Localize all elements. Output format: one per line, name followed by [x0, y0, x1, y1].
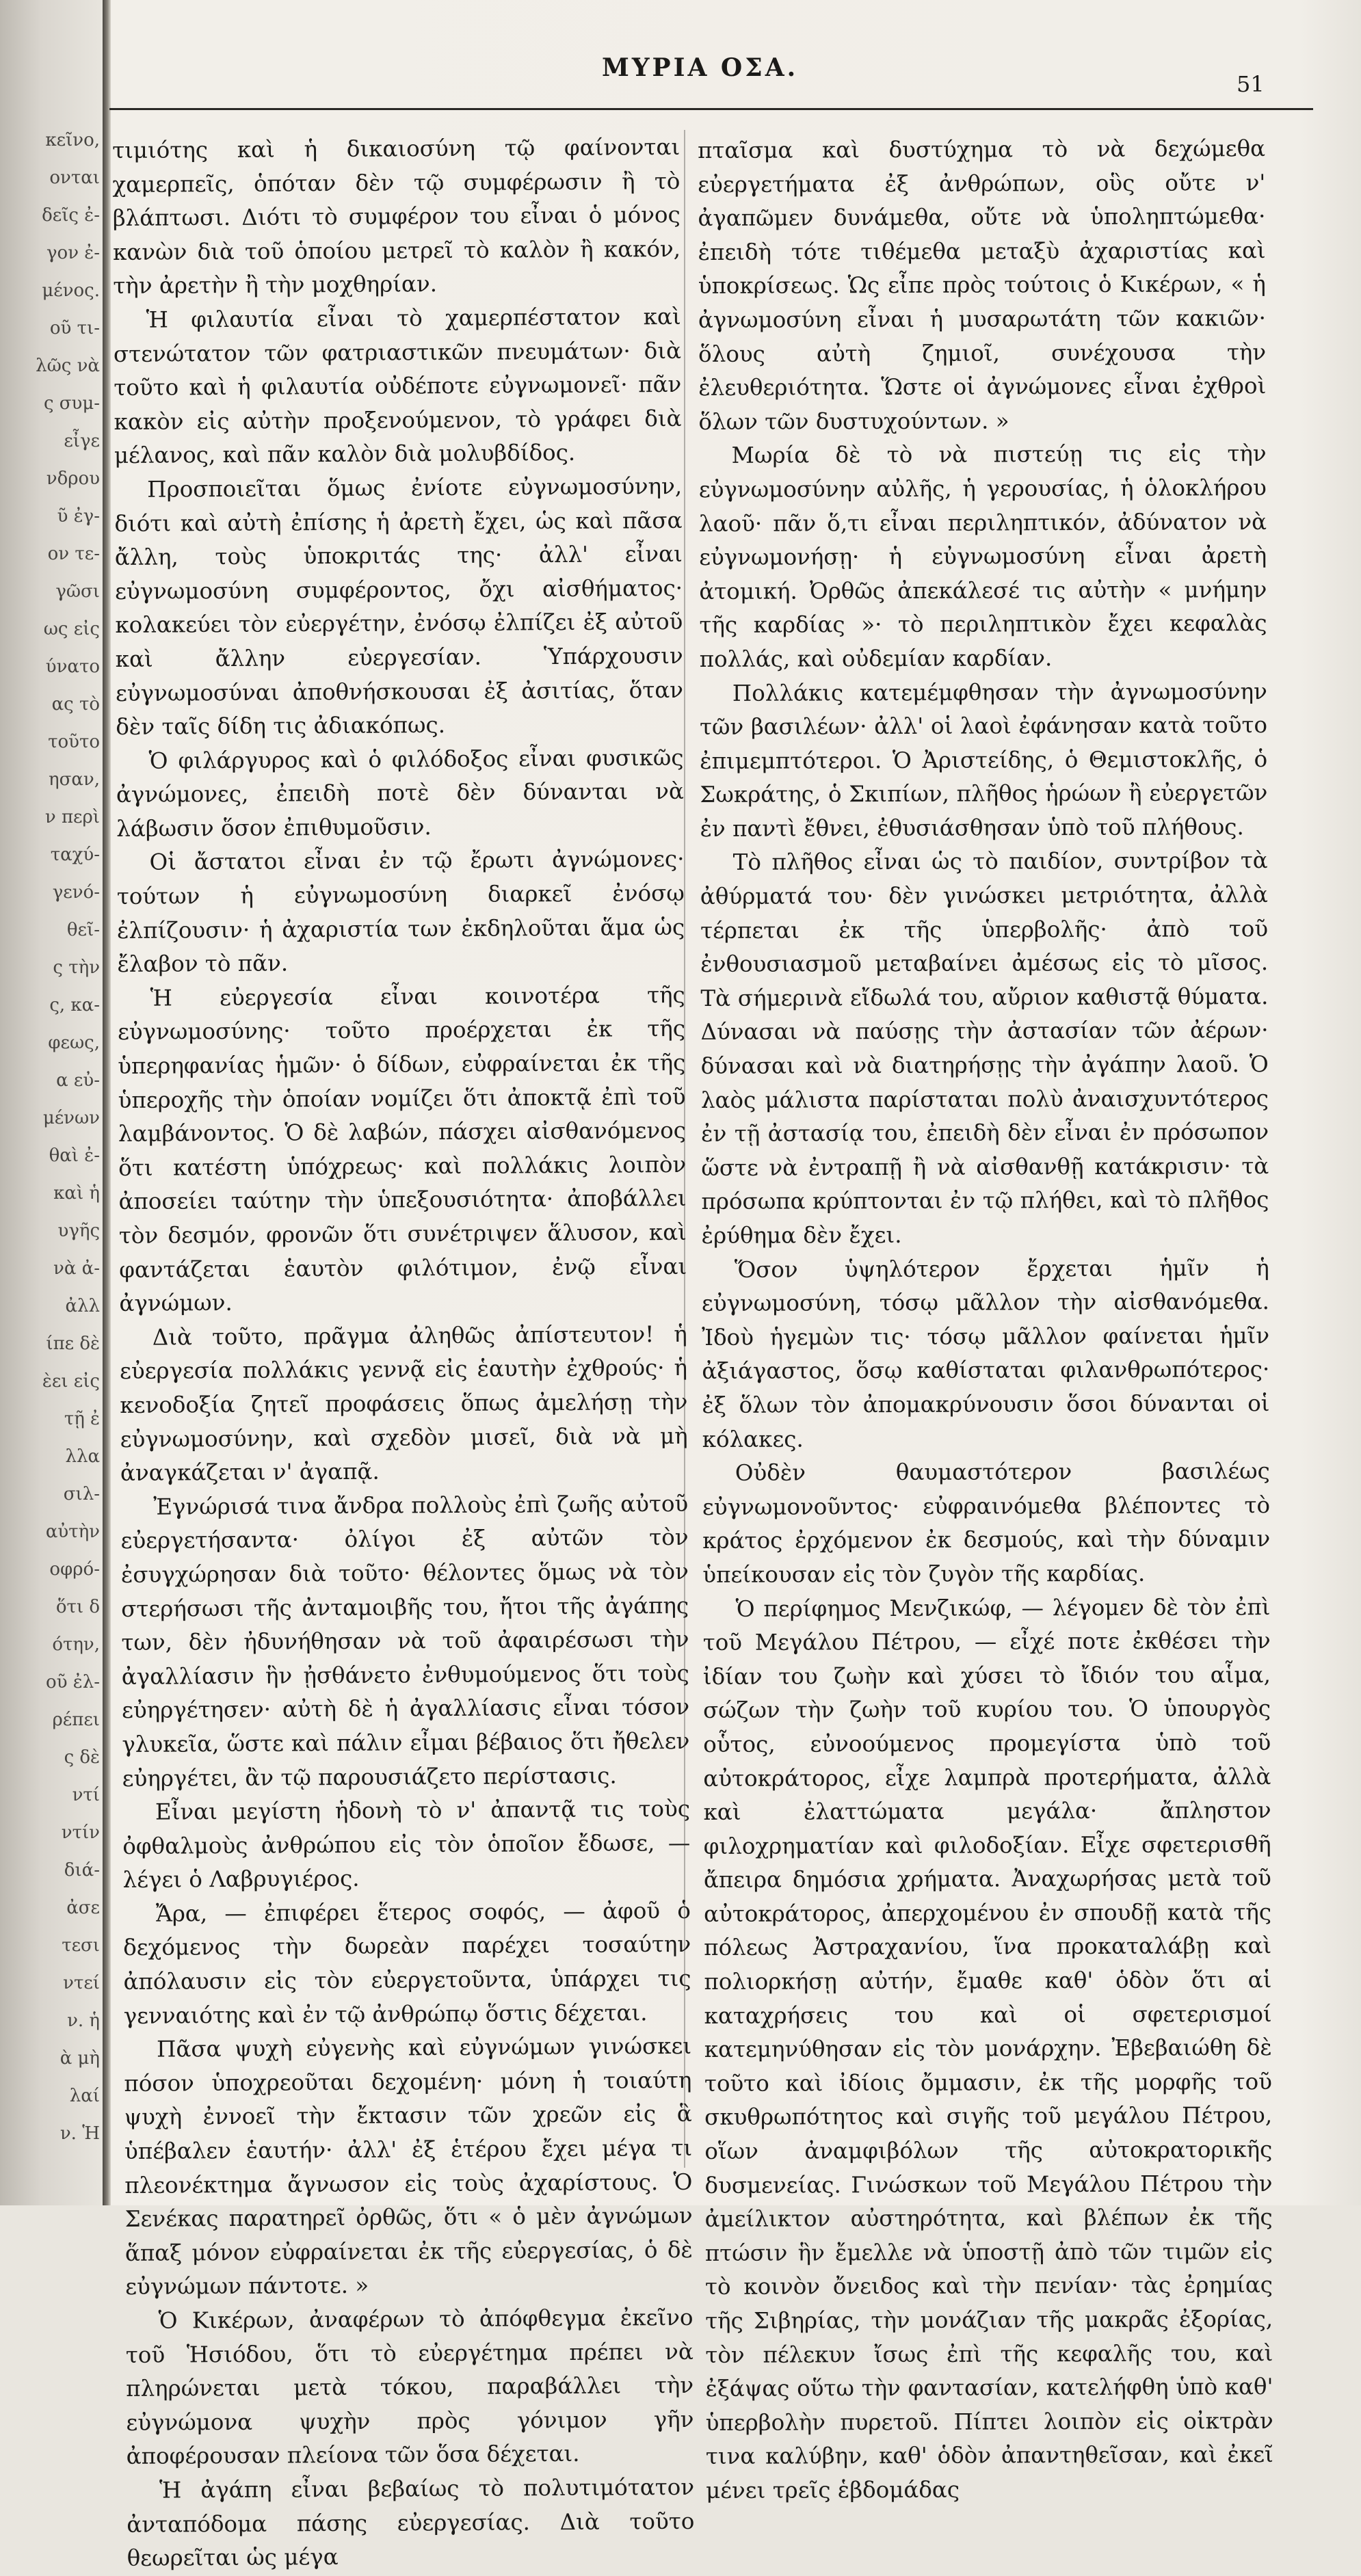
paragraph: Πᾶσα ψυχὴ εὐγενὴς καὶ εὐγνώμων γινώσκει πόσον ὑποχρεοῦται δεχομένη· μόνη ἡ τοιαύτη ψυχὴ ἐννοεῖ τὴν ἔκτασιν τῶν χρεῶν εἰς ἃ ὑπέβαλεν ἑαυτήν· ἀλλ' ἐξ ἑτέρου ἔχει μέγα τι πλεονέκτημα ἄγνωσον εἰς τοὺς ἀχαρίστους. Ὁ Σενέκας παρατηρεῖ ὀρθῶς, ὅτι « ὁ μὲν ἀγνώμων ἅπαξ μόνον εὐφραίνεται ἐκ τῆς εὐεργεσίας, ὁ δὲ εὐγνώμων πάντοτε. »: [124, 2033, 693, 2300]
paragraph: Οἱ ἄστατοι εἶναι ἐν τῷ ἔρωτι ἀγνώμονες· τούτων ἡ εὐγνωμοσύνη διαρκεῖ ἐνόσῳ ἐλπίζουσιν· ἡ ἀχαριστία των ἐκδηλοῦται ἅμα ὡς ἔλαβον τὸ πᾶν.: [116, 846, 685, 978]
paragraph: Προσποιεῖται ὅμως ἐνίοτε εὐγνωμοσύνην, διότι καὶ αὐτὴ ἐπίσης ἡ ἀρετὴ ἔχει, ὡς καὶ πᾶσα ἄλλη, τοὺς ὑποκριτάς της· ἀλλ' εἶναι εὐγνωμοσύνη συμφέροντος, ὄχι αἰσθήματος· κολακεύει τὸν εὐεργέτην, ἐνόσῳ ἐλπίζει ἐξ αὐτοῦ καὶ ἄλλην εὐεργεσίαν. Ὑπάρχουσιν εὐγνωμοσύναι ἀποθνήσκουσαι ἐξ ἀσιτίας, ὅταν δὲν ταῖς δίδη τις ἀδιακόπως.: [114, 473, 684, 741]
paragraph: Ὁ περίφημος Μενζικώφ, — λέγομεν δὲ τὸν ἐπὶ τοῦ Μεγάλου Πέτρου, — εἶχέ ποτε ἐκθέσει τὴν ἰδίαν του ζωὴν καὶ χύσει τὸ ἴδιόν του αἷμα, σώζων τὴν ζωὴν τοῦ κυρίου του. Ὁ ὑπουργὸς οὗτος, εὐνοούμενος προμεγίστα ὑπὸ τοῦ αὐτοκράτορος, εἶχε λαμπρὰ προτερήματα, ἀλλὰ καὶ ἐλαττώματα μεγάλα· ἄπληστον φιλοχρηματίαν καὶ φιλοδοξίαν. Εἶχε σφετερισθῆ ἄπειρα δημόσια χρήματα. Ἀναχωρήσας μετὰ τοῦ αὐτοκράτορος, ἀπερχομένου ἐν σπουδῇ κατὰ τῆς πόλεως Ἀστραχανίου, ἵνα προκαταλάβῃ καὶ πολιορκήσῃ αὐτήν, ἔμαθε καθ' ὁδὸν ὅτι αἱ καταχρήσεις του καὶ οἱ σφετερισμοί κατεμηνύθησαν εἰς τὸν μονάρχην. Ἐβεβαιώθη δὲ τοῦτο καὶ ἰδίοις ὄμμασιν, ἐκ τῆς μορφῆς τοῦ σκυθρωπότητος καὶ σιγῆς τοῦ μεγάλου Πέτρου, οἵων ἀναμφιβόλων τῆς αὐτοκρατορικῆς δυσμενείας. Γινώσκων τοῦ Μεγάλου Πέτρου τὴν ἀμείλικτον αὐστηρότητα, καὶ βλέπων ἐκ τῆς πτώσιν ἣν ἔμελλε νὰ ὑποστῇ ἀπὸ τῶν τιμῶν εἰς τὸ κοινὸν ὄνειδος καὶ τὴν πενίαν· τὰς ἐρημίας τῆς Σιβηρίας, τὴν μονάζιαν τῆς μακρᾶς ἐξορίας, τὸν πέλεκυν ἴσως ἐπὶ τῆς κεφαλῆς του, καὶ ἐξάψας οὕτω τὴν φαντασίαν, κατελήφθη ὑπὸ καθ' ὑπερβολὴν πυρετοῦ. Πίπτει λοιπὸν εἰς οἰκτρὰν τινα καλύβην, καθ' ὁδὸν ἀπαντηθεῖσαν, καὶ ἐκεῖ μένει τρεῖς ἑβδομάδας: [702, 1593, 1273, 2504]
edge-text-fragment: γον ἐ-: [47, 243, 100, 263]
edge-text-fragment: γῶσι: [55, 581, 100, 602]
paragraph: Ὅσον ὑψηλότερον ἔρχεται ἡμῖν ἡ εὐγνωμοσύνη, τόσῳ μᾶλλον τὴν αἰσθανόμεθα. Ἰδοὺ ἡγεμὼν τις· τόσῳ μᾶλλον φαίνεται ἡμῖν ἀξιάγαστος, ὅσῳ καθίσταται φιλανθρωπότερος· ἐξ ὅλων τὸν ἀπομακρύνουσιν ὅσοι δύνανται οἱ κόλακες.: [701, 1254, 1270, 1452]
edge-text-fragment: ὲει εἰς: [42, 1371, 100, 1392]
edge-text-fragment: ν. Ἡ: [60, 2123, 100, 2144]
edge-text-fragment: ντί: [72, 1785, 100, 1805]
edge-text-fragment: καὶ ἡ: [53, 1183, 100, 1204]
edge-text-fragment: ν. ἡ: [67, 2010, 100, 2031]
edge-text-fragment: τοῦτο: [48, 732, 100, 752]
edge-text-fragment: ίπε δὲ: [46, 1333, 100, 1354]
edge-text-fragment: ως εἰς: [43, 619, 100, 639]
edge-text-fragment: νδρου: [46, 468, 100, 489]
edge-text-fragment: ντεί: [63, 1973, 100, 1993]
edge-text-fragment: ησαν,: [49, 769, 100, 790]
edge-text-fragment: εἶγε: [64, 431, 100, 451]
edge-text-fragment: οῦ τι-: [49, 318, 100, 338]
book-gutter: [103, 0, 111, 2205]
edge-text-fragment: ς συμ-: [43, 393, 100, 414]
edge-text-fragment: οφρό-: [49, 1559, 100, 1580]
adjacent-page-edge: [0, 0, 103, 2205]
edge-text-fragment: θαὶ ἐ-: [49, 1145, 100, 1166]
left-column: [112, 131, 695, 2576]
paragraph: Ἡ ἀγάπη εἶναι βεβαίως τὸ πολυτιμότατον ἀνταπόδομα πάσης εὐεργεσίας. Διὰ τοῦτο θεωρεῖται ὡς μέγα: [127, 2473, 695, 2572]
edge-text-fragment: φεως,: [48, 1033, 100, 1053]
edge-text-fragment: ὰ μὴ: [60, 2048, 100, 2069]
running-header-title: ΜΥΡΙΑ ΟΣΑ.: [602, 53, 799, 82]
edge-text-fragment: μένων: [42, 1108, 100, 1128]
edge-text-fragment: θεῖ-: [66, 920, 100, 940]
edge-text-fragment: διά-: [64, 1860, 100, 1881]
right-column: [698, 132, 1273, 2508]
edge-text-fragment: σιλ-: [63, 1484, 100, 1504]
paragraph: Ὁ Κικέρων, ἀναφέρων τὸ ἀπόφθεγμα ἐκεῖνο τοῦ Ἡσιόδου, ὅτι τὸ εὐεργέτημα πρέπει νὰ πληρώνεται μετὰ τόκου, παραβάλλει τὴν εὐγνώμονα ψυχὴν πρὸς γόνιμον γῆν ἀποφέρουσαν πλείονα τῶν ὅσα δέχεται.: [125, 2304, 694, 2470]
page-number: 51: [1237, 71, 1265, 97]
edge-text-fragment: τεσι: [62, 1935, 100, 1956]
paragraph: Μωρία δὲ τὸ νὰ πιστεύῃ τις εἰς τὴν εὐγνωμοσύνην αὐλῆς, ἡ γερουσίας, ἡ ὁλοκλήρου λαοῦ· πᾶν ὅ,τι εἶναι περιληπτικόν, ἀδύνατον νὰ εὐγνωμονήσῃ· ἡ εὐγνωμοσύνη εἶναι ἀρετὴ ἀτομική. Ὀρθῶς ἀπεκάλεσέ τις αὐτὴν « μνήμην τῆς καρδίας »· τὸ περιληπτικὸν ἔχει κεφαλὰς πολλάς, καὶ οὐδεμίαν καρδίαν.: [698, 440, 1267, 672]
edge-text-fragment: ς δὲ: [64, 1747, 100, 1768]
paragraph: Εἶναι μεγίστη ἡδονὴ τὸ ν' ἀπαντᾷ τις τοὺς ὀφθαλμοὺς ἀνθρώπου εἰς τὸν ὁποῖον ἔδωσε, — λέγει ὁ Λαβρυγιέρος.: [122, 1795, 691, 1894]
edge-text-fragment: ταχύ-: [50, 845, 100, 865]
paragraph: Οὐδὲν θαυμαστότερον βασιλέως εὐγνωμονοῦντος· εὐφραινόμεθα βλέποντες τὸ κράτος ἐρχόμενον ἐκ δεσμούς, καὶ τὴν δύναμιν ὑπείκουσαν εἰς τὸν ζυγὸν τῆς καρδίας.: [702, 1458, 1271, 1588]
edge-text-fragment: λλα: [65, 1446, 100, 1467]
paragraph: Διὰ τοῦτο, πρᾶγμα ἀληθῶς ἀπίστευτον! ἡ εὐεργεσία πολλάκις γεννᾷ εἰς ἑαυτὴν ἐχθρούς· ἡ κενοδοξία ζητεῖ προφάσεις ὅπως ἀμελήσῃ τὴν εὐγνωμοσύνην, καὶ σχεδὸν μισεῖ, διὰ νὰ μὴ ἀναγκάζεται ν' ἀγαπᾷ.: [119, 1320, 688, 1487]
edge-text-fragment: ὅτι δ: [55, 1597, 100, 1617]
header-rule: [109, 108, 1313, 110]
edge-text-fragment: ντίν: [61, 1822, 100, 1843]
edge-text-fragment: ον τε-: [47, 544, 100, 564]
paragraph: Ὁ φιλάργυρος καὶ ὁ φιλόδοξος εἶναι φυσικῶς ἀγνώμονες, ἐπειδὴ ποτὲ δὲν δύνανται νὰ λάβωσιν ὅσον ἐπιθυμοῦσιν.: [116, 744, 685, 842]
edge-text-fragment: υγῆς: [57, 1221, 100, 1241]
edge-text-fragment: κεῖνο,: [45, 130, 100, 150]
edge-text-fragment: ύνατο: [45, 656, 100, 677]
edge-text-fragment: ἀσε: [66, 1898, 100, 1918]
edge-text-fragment: ῦ ἐγ-: [57, 506, 100, 527]
paragraph: Ἡ φιλαυτία εἶναι τὸ χαμερπέστατον καὶ στενώτατον τῶν φατριαστικῶν πνευμάτων· διὰ τοῦτο καὶ ἡ φιλαυτία οὐδέποτε εὐγνωμονεῖ· πᾶν κακὸν εἰς αὐτὴν προξενούμενον, τὸ γράφει διὰ μέλανος, καὶ πᾶν καλὸν διὰ μολυβδίδος.: [113, 303, 682, 469]
edge-text-fragment: α εὐ-: [56, 1070, 100, 1091]
paragraph: πταῖσμα καὶ δυστύχημα τὸ νὰ δεχώμεθα εὐεργετήματα ἐξ ἀνθρώπων, οὓς οὔτε ν' ἀγαπῶμεν δυνάμεθα, οὔτε νὰ ὑποληπτώμεθα· ἐπειδὴ τότε τιθέμεθα μεταξὺ ἀχαριστίας καὶ ὑποκρίσεως. Ὡς εἶπε πρὸς τούτοις ὁ Κικέρων, « ἡ ἀγνωμοσύνη εἶναι ἡ μυσαρωτάτη τῶν κακιῶν· ὅλους αὐτὴ ζημιοῖ, συνέχουσα τὴν ἐλευθεριότητα. Ὥστε οἱ ἀγνώμονες εἶναι ἐχθροὶ ὅλων τῶν δυστυχούντων. »: [698, 135, 1267, 435]
edge-text-fragment: λαί: [69, 2086, 100, 2106]
edge-text-fragment: δεῖς ἐ-: [42, 205, 100, 226]
edge-text-fragment: ἀλλ: [65, 1296, 100, 1316]
edge-text-fragment: ότην,: [52, 1634, 100, 1655]
edge-text-fragment: νὰ ἀ-: [53, 1258, 100, 1279]
edge-text-fragment: αὐτὴν: [45, 1522, 100, 1542]
edge-text-fragment: ν περὶ: [44, 807, 100, 827]
edge-text-fragment: ονται: [49, 168, 100, 188]
paragraph: Ἐγνώρισά τινα ἄνδρα πολλοὺς ἐπὶ ζωῆς αὐτοῦ εὐεργετήσαντα· ὀλίγοι ἐξ αὐτῶν τὸν ἐσυγχώρησαν διὰ τοῦτο· θέλοντες ὅμως νὰ τὸν στερήσωσι τῆς ἀνταμοιβῆς του, ἤτοι τῆς ἀγάπης των, δὲν ἠδυνήθησαν νὰ τοῦ ἀφαιρέσωσι τὴν ἀγαλλίασιν ἣν ᾐσθάνετο ἐνθυμούμενος ὅτι τοὺς εὐηργέτησεν· αὐτὴ δὲ ἡ ἀγαλλίασις εἶναι τόσον γλυκεῖα, ὥστε καὶ πάλιν εἶμαι βέβαιος ὅτι ἤθελεν εὐηργέτει, ἂν τῷ παρουσιάζετο περίστασις.: [120, 1490, 690, 1792]
edge-text-fragment: γενό-: [52, 882, 100, 903]
paragraph: Ἡ εὐεργεσία εἶναι κοινοτέρα τῆς εὐγνωμοσύνης· τοῦτο προέρχεται ἐκ τῆς ὑπερηφανίας ἡμῶν· ὁ δίδων, εὐφραίνεται ἐκ τῆς ὑπεροχῆς τὴν ὁποίαν νομίζει ὅτι ἀποκτᾷ ἐπὶ τοῦ λαμβάνοντος. Ὁ δὲ λαβών, πάσχει αἰσθανόμενος ὅτι κατέστη ὑπόχρεως· καὶ πολλάκις λοιπὸν ἀποσείει ταύτην τὴν ὑπεξουσιότητα· ἀποβάλλει τὸν δεσμόν, φρονῶν ὅτι συνέτριψεν ἅλυσον, καὶ φαντάζεται ἑαυτὸν φιλότιμον, ἐνῷ εἶναι ἀγνώμων.: [117, 981, 687, 1317]
edge-text-fragment: ρέπει: [52, 1710, 100, 1730]
edge-text-fragment: λῶς νὰ: [36, 356, 100, 376]
edge-text-fragment: οῦ ἐλ-: [46, 1672, 100, 1692]
paragraph: τιμιότης καὶ ἡ δικαιοσύνη τῷ φαίνονται χαμερπεῖς, ὁπόταν δὲν τῷ συμφέρωσιν ἢ τὸ βλάπτωσι. Διότι τὸ συμφέρον του εἶναι ὁ μόνος κανὼν διὰ τοῦ ὁποίου μετρεῖ τὸ καλὸν ἢ κακόν, τὴν ἀρετὴν ἢ τὴν μοχθηρίαν.: [112, 133, 681, 300]
paragraph: Ἄρα, — ἐπιφέρει ἕτερος σοφός, — ἀφοῦ ὁ δεχόμενος τὴν δωρεὰν παρέχει τοσαύτην ἀπόλαυσιν εἰς τὸν εὐεργετοῦντα, ὑπάρχει τις γενναιότης καὶ ἐν τῷ ἀνθρώπῳ ὅστις δέχεται.: [123, 1897, 691, 2029]
edge-text-fragment: μένος.: [42, 280, 100, 301]
edge-text-fragment: ς τὴν: [53, 957, 100, 978]
column-divider: [684, 130, 685, 2168]
edge-text-fragment: τῇ ἐ: [64, 1409, 100, 1429]
edge-text-fragment: ς, κα-: [49, 995, 100, 1015]
paragraph: Πολλάκις κατεμέμφθησαν τὴν ἀγνωμοσύνην τῶν βασιλέων· ἀλλ' οἱ λαοὶ ἐφάνησαν κατὰ τοῦτο ἐπιμεμπτότεροι. Ὁ Ἀριστείδης, ὁ Θεμιστοκλῆς, ὁ Σωκράτης, ὁ Σκιπίων, πλῆθος ἡρώων ἢ εὐεργετῶν ἐν παντὶ ἔθνει, ἐθυσιάσθησαν ὑπὸ τοῦ πλήθους.: [699, 678, 1268, 842]
edge-text-fragment: ας τὸ: [51, 694, 100, 715]
paragraph: Τὸ πλῆθος εἶναι ὡς τὸ παιδίον, συντρίβον τὰ ἀθύρματά του· δὲν γινώσκει μετριότητα, ἀλλὰ τέρπεται ἐκ τῆς ὑπερβολῆς· ἀπὸ τοῦ ἐνθουσιασμοῦ μεταβαίνει ἀμέσως εἰς τὸ μῖσος. Τὰ σήμερινὰ εἴδωλά του, αὔριον καθιστᾷ θύματα. Δύνασαι νὰ παύσῃς τὴν ἀστασίαν τῶν ἀέρων· δύνασαι καὶ νὰ διατηρήσῃς τὴν ἀγάπην λαοῦ. Ὁ λαὸς μάλιστα παρίσταται πολὺ ἀναισχυντότερος ἐν τῇ ἀστασίᾳ του, ἐπειδὴ δὲν εἶναι ἐν πρόσωπον ὥστε νὰ ἐντραπῇ ἢ νὰ αἰσθανθῇ κατάκρισιν· τὰ πρόσωπα κρύπτονται ἐν τῷ πλήθει, καὶ τὸ πλῆθος ἐρύθημα δὲν ἔχει.: [700, 847, 1269, 1249]
